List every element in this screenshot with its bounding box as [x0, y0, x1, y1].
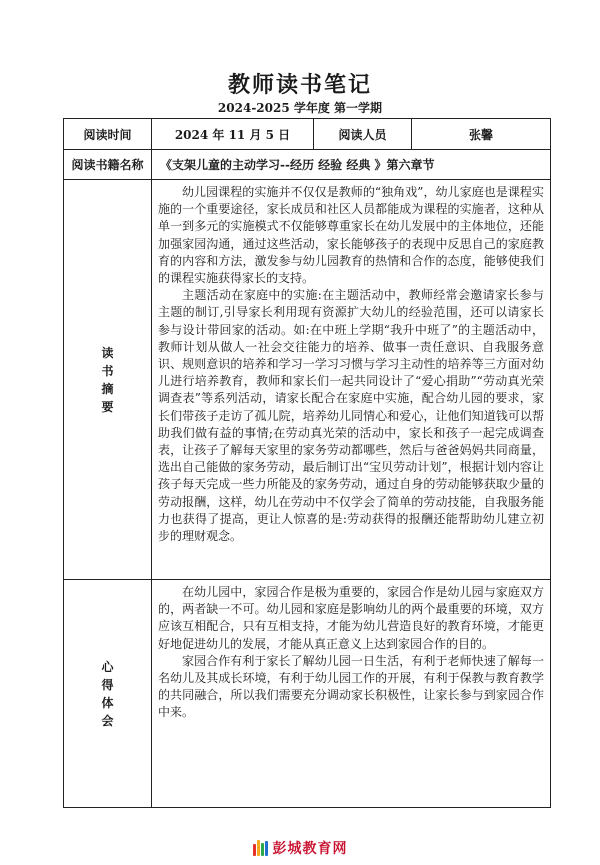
summary-label: [64, 180, 152, 580]
table-row-reading-time: [64, 119, 551, 150]
reflection-label-char: 会: [101, 713, 114, 728]
reader-label: 阅读人员: [314, 119, 412, 150]
summary-label-char: 要: [101, 399, 114, 414]
table-row-summary: [64, 180, 551, 580]
reading-notes-table: [63, 118, 551, 808]
reflection-label-char: 体: [101, 695, 114, 710]
summary-label-char: 读: [101, 345, 114, 360]
reflection-label-char: 得: [101, 677, 114, 692]
reflection-label: [64, 580, 152, 808]
summary-label-char: 书: [101, 363, 114, 378]
summary-paragraph: 主题活动在家庭中的实施:在主题活动中，教师经常会邀请家长参与主题的制订,引导家长利用现有资源扩大幼儿的经验范围，还可以请家长参与设计带回家的活动。如:在中班上学期“我升中班了”的主题活动中，教师计划从做人一社会交往能力的培养、做事一责任意识、自我服务意识、规则意识的培养和学习一学习习惯与学习主动性的培养等三方面对幼儿进行培养教育，教师和家长们一起共同设计了“爱心捐助”“劳动真光荣调查表”等系列活动，请家长配合在家庭中实施，配合幼儿园的要求，家长们带孩子走访了孤儿院，培养幼儿同情心和爱心，让他们知道钱可以帮助我们做有益的事情;在劳动真光荣的活动中，家长和孩子一起完成调查表，让孩子了解每天家里的家务劳动都哪些，然后与爸爸妈妈共同商量，选出自己能做的家务劳动，最后制订出“宝贝劳动计划”，根据计划内容让孩子每天完成一些力所能及的家务劳动，通过自身的劳动能够获取少量的劳动报酬，这样，幼儿在劳动中不仅学会了简单的劳动技能，自我服务能力也获得了提高，更让人惊喜的是:劳动获得的报酬还能帮助幼儿建立初步的理财观念。: [158, 288, 544, 544]
reflection-paragraph: 家园合作有利于家长了解幼儿园一日生活，有利于老师快速了解每一名幼儿及其成长环境，有利于幼儿园工作的开展，有利于保教与教育教学的共同融合，所以我们需要充分调动家长积极性，让家长参与到家园合作中来。: [158, 653, 544, 720]
site-name: 彭城教育网: [272, 841, 348, 857]
table-row-book: [64, 150, 551, 180]
table-row-reflection: [64, 580, 551, 808]
summary-paragraph: 幼儿园课程的实施并不仅仅是教师的“独角戏”，幼儿家庭也是课程实施的一个重要途径，家长成员和社区人员都能成为课程的实施者，这种从单一到多元的实施模式不仅能够尊重家长在幼儿发展中的主体地位，还能加强家园沟通，通过这些活动，家长能够孩子的表现中反思自己的家庭教育的内容和方法，激发参与幼儿园教育的热情和合作的态度，能够使我们的课程实施获得家长的支持。: [158, 185, 544, 286]
site-footer[interactable]: [0, 838, 600, 858]
reflection-content: [152, 580, 551, 808]
reflection-paragraph: 在幼儿园中，家园合作是极为重要的，家园合作是幼儿园与家庭双方的，两者缺一不可。幼儿园和家庭是影响幼儿的两个最重要的环境，双方应该互相配合，只有互相支持，才能为幼儿营造良好的教育环境，才能更好地促进幼儿的发展，才能从真正意义上达到家园合作的目的。: [158, 585, 544, 651]
read-time-label: 阅读时间: [64, 119, 152, 150]
summary-content: [152, 180, 551, 580]
reflection-label-char: 心: [101, 659, 114, 674]
book-label: 阅读书籍名称: [64, 150, 152, 180]
read-time-value: 2024 年 11 月 5 日: [152, 119, 314, 150]
books-logo-icon: [253, 840, 269, 856]
page-title: 教师读书笔记: [227, 72, 372, 98]
semester-subtitle: 2024-2025 学年度 第一学期: [217, 101, 383, 115]
summary-label-char: 摘: [101, 381, 114, 396]
reader-value: 张馨: [412, 119, 551, 150]
book-title-value: 《支架儿童的主动学习--经历 经验 经典 》第六章节: [152, 150, 551, 180]
